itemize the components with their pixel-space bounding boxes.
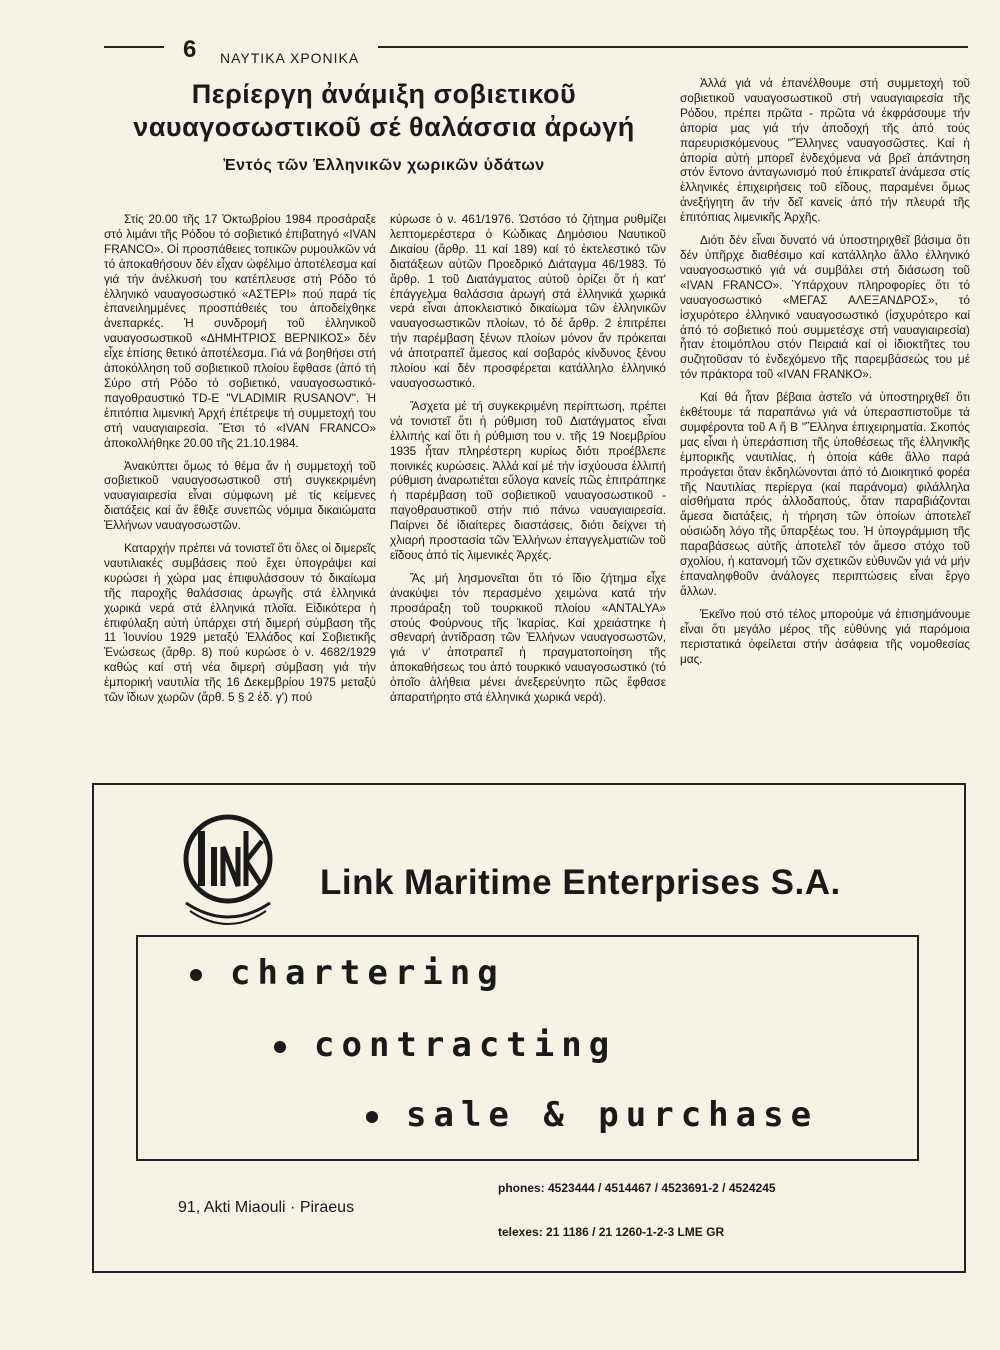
- company-telexes: telexes: 21 1186 / 21 1260-1-2-3 LME GR: [498, 1225, 725, 1239]
- bullet-icon: [274, 1041, 286, 1053]
- article-column-1: [104, 212, 376, 713]
- service-item: [190, 953, 505, 993]
- advertisement: [92, 783, 966, 1273]
- paragraph: Στίς 20.00 τῆς 17 Ὀκτωβρίου 1984 προσάραξε στό λιμάνι τῆς Ρόδου τό σοβιετικό ἐπιβατηγό «IVAN FRANCO». Οἱ προσπάθειες τοπικῶν ρυμουλκῶν νά τό ἀποκαθήσουν δέν εἶχαν ὠφέλιμο ἀποτέλεσμα καί γιά τήν ἀνέλκυσή του κατέπλευσε στή Ρόδο τό ἑλληνικό ναυαγοσωστικό «ΑΣΤΕΡΙ» πού παρά τίς ἐπανειλημμένες προσπάθειές του ἀποδείχθηκε ἀνεπαρκές. Ἡ συνδρομή τοῦ ἑλληνικοῦ ναυαγοσωστικοῦ «ΔΗΜΗΤΡΙΟΣ ΒΕΡΝΙΚΟΣ» δέν εἶχε ἐπίσης θετικό ἀποτέλεσμα. Γιά νά βοηθήσει στή ἀποκόλληση τοῦ σοβιετικοῦ πλοίου ἔφθασε (ἀπό τή Σύρο στή Ρόδο τό σοβιετικό, ναυαγοσωστικό- παγοθραυστικό TD-E "VLADIMIR RUSANOV". Ἡ ἐπιτόπια λιμενική Ἀρχή ἐπέτρεψε τή συμμετοχή του στή ναυαγιαιρεσία. Ἔτσι τό «IVAN FRANCO» ἀποκολλήθηκε 20.00 τῆς 21.10.1984.: [104, 212, 376, 450]
- service-label: contracting: [314, 1025, 617, 1065]
- bullet-icon: [366, 1111, 378, 1123]
- paragraph: Ἀλλά γιά νά ἐπανέλθουμε στή συμμετοχή τοῦ σοβιετικοῦ ναυαγοσωστικοῦ στή ναυαγιαιρεσία τῆς Ρόδου, πρέπει πρῶτα - πρῶτα νά ἐκφράσουμε τήν ἀπορία μας γιά τήν ἀποδοχή τῆς ἀπό τούς παρευρισκόμενους "Ἕλληνες ναυαγοσῶστες. Καί ἡ ἀπορία αὐτή μπορεῖ ἐνδεχόμενα νά βρεῖ ἀπάντηση στόν ἔντονο ἀνταγωνισμό πού ἐπικρατεῖ ἀνάμεσα στίς ἑλληνικές ἐπιχειρήσεις τοῦ εἴδους, παραμένει ὅμως ἀνεξήγητη ἄν τήν δεῖ κανείς ἀπό τήν πλευρά τῆς ἐπιτόπιας λιμενικῆς Ἀρχῆς.: [680, 76, 970, 225]
- paragraph: Ἐκεῖνο πού στό τέλος μπορούμε νά ἐπισημάνουμε εἶναι ὅτι μεγάλο μέρος τῆς εὐθύνης γιά παρόμοια περιστατικά ὀφείλεται στήν ἀσάφεια τῆς νομοθεσίας μας.: [680, 606, 970, 666]
- publication-name: ΝΑΥΤΙΚΑ ΧΡΟΝΙΚΑ: [220, 50, 360, 66]
- service-item: [366, 1095, 818, 1135]
- article-title-line2: ναυαγοσωστικοῦ σέ θαλάσσια ἀρωγή: [133, 112, 635, 142]
- company-logo-icon: [178, 811, 278, 941]
- paragraph: κύρωσε ὁ ν. 461/1976. Ὡστόσο τό ζήτημα ρυθμίζει λεπτομερέστερα ὁ Κώδικας Δημόσιου Ναυτικοῦ Δικαίου (ἄρθρ. 11 καί 189) καί τό ἐκτελεστικό τῶν διατάξεων αὐτῶν Προεδρικό Διάταγμα 46/1983. Τό ἄρθρ. 1 τοῦ Διατάγματος αὐτοῦ ὁρίζει ὅτ ἡ κατ' ἐπάγγελμα θαλάσσια ἀρωγή στά ἑλληνικά χωρικά νερά εἶναι ἀποκλειστικό δικαίωμα τῶν ἑλληνικῶν ναυαγοσωστικῶν πλοίων, τό δέ ἄρθρ. 2 ἐπιτρέπει τήν παρέμβαση ξένων πλοίων μόνον ἄν πρόκειται νά ἀποτραπεῖ ἄμεσος καί σοβαρός κίνδυνος ξένου πλοίου καί δέν προσφέρεται κατάλληλο ἑλληνικό ναυαγοσωστικό.: [390, 212, 666, 390]
- paragraph: Ἄς μή λησμονεῖται ὅτι τό ἴδιο ζήτημα εἶχε ἀνακύψει τόν περασμένο χειμώνα κατά τήν προσάραξη τοῦ τουρκικοῦ πλοίου «ANTALYA» στούς Φούρνους τῆς Ἰκαρίας. Καί χρειάστηκε ἡ σθεναρή ἀντίδραση τῶν Ἑλλήνων ναυαγοσωστῶν, γιά ν' ἀποτραπεῖ ἡ πραγματοποίηση τῆς ἀποκαθήσεως του ἀπό τουρκικό ναυαγοσωστικό (τό ὁποῖο ἀλήθεια μένει ἀνεξερεύνητο πῶς ἔφθασε ἀπαρατήρητο στά ἑλληνικά χωρικά νερά).: [390, 570, 666, 705]
- article-column-3: [680, 76, 970, 674]
- header-rule-right: [378, 46, 968, 48]
- article-title: [104, 78, 664, 144]
- page-number: 6: [183, 36, 197, 63]
- header-rule-left: [104, 46, 164, 48]
- company-phones: phones: 4523444 / 4514467 / 4523691-2 / 4524245: [498, 1181, 776, 1195]
- service-label: sale & purchase: [406, 1095, 819, 1135]
- services-box: [136, 935, 919, 1161]
- paragraph: Καί θά ἦταν βέβαια ἀστεῖο νά ὑποστηριχθεῖ ὅτι ἐκθέτουμε τά παραπάνω γιά νά ὑπερασπιστοῦμε τά συμφέροντα τοῦ Α ἤ Β "Ἕλληνα ἐπιχειρηματία. Σκοπός μας εἶναι ἡ ὑπεράσπιση τῆς ὑποθέσεως τῆς ἑλληνικῆς ἐμπορικῆς ναυτιλίας, ἡ ὁποία κάθε ἄλλο παρά προάγεται ὅταν ἐκδηλώνονται ἀπό τό Διοικητικό φορέα τῆς Ναυτιλίας περίεργα (καί παράνομα) φιλάλληλα αἰσθήματα πρός ἀλλοδαπούς, ὅταν παραβιάζονται ἄμεσα διατάξεις, ἡ τήρηση τῶν ὁποίων ἀποτελεῖ οὐσιώδη λόγο τῆς ὕπαρξέως του. Ἡ ὑπογράμμιση τῆς παραβάσεως αὐτῆς ἀποτελεῖ τόν ἄμεσο στόχο τοῦ σχολίου, ἡ κατανομή τῶν σχετικῶν εὐθυνῶν γιά νά μήν ἐπαναληφθοῦν ἀνάλογες περιπτώσεις εἶναι ἔργο ἄλλων.: [680, 390, 970, 598]
- paragraph: Διότι δέν εἶναι δυνατό νά ὑποστηριχθεῖ βάσιμα ὅτι δέν ὑπῆρχε διαθέσιμο καί κατάλληλο ἄλλο ἑλληνικό ναυαγοσωστικό γιά νά συμβάλει στή διάσωση τοῦ «IVAN FRANCO». Ὑπάρχουν πληροφορίες ὅτι τό ναυαγοσωστικό «ΜΕΓΑΣ ΑΛΕΞΑΝΔΡΟΣ», τό ἰσχυρότερο ἑλληνικό ναυαγοσωστικό (ἰσχυρότερο καί ἀπό τό σοβιετικό πού συμμετέσχε στή ναυαγιαιρεσία) ἦταν ἑτοιμόπλου στόν Πειραιά καί οἱ ἰδιοκτῆτες του συζητοῦσαν τό ἐνδεχόμενο τῆς παρεμβάσεώς του μέ τόν πράκτορα τοῦ «IVAN FRANKO».: [680, 233, 970, 382]
- article-subtitle: Ἐντός τῶν Ἑλληνικῶν χωρικῶν ὑδάτων: [223, 157, 545, 174]
- company-name: Link Maritime Enterprises S.A.: [320, 863, 841, 902]
- service-label: chartering: [230, 953, 505, 993]
- article-headline: [104, 78, 664, 176]
- paragraph: Ἀνακύπτει ὅμως τό θέμα ἄν ἡ συμμετοχή τοῦ σοβιετικοῦ ναυαγοσωστικοῦ στή συγκεκριμένη ναυαγιαιρεσία εἶναι σύμφωνη μέ τίς κείμενες διατάξεις καί ἄν ἔθιξε συνεπῶς νόμιμα δικαιώματα Ἑλλήνων ναυαγοσωστῶν.: [104, 458, 376, 533]
- article-column-2: [390, 212, 666, 713]
- bullet-icon: [190, 969, 202, 981]
- paragraph: Καταρχήν πρέπει νά τονιστεῖ ὅτι ὅλες οἱ διμερεῖς ναυτιλιακές συμβάσεις πού ἔχει ὑπογράψει καί κυρώσει ἡ χώρα μας ἐπιφυλάσσουν τό δικαίωμα τῆς παροχῆς θαλάσσιας ἀρωγῆς στά ἑλληνικά χωρικά νερά στά ἑλληνικά πλοῖα. Εἰδικότερα ἡ ἐπιφύλαξη αὐτή ὑπάρχει στή διμερή σύμβαση τῆς 11 Ἰουνίου 1929 μεταξύ Ἑλλάδος καί Σοβιετικῆς Ἑνώσεως (ἄρθρ. 8) πού κυρώσε ὁ ν. 4682/1929 καθώς καί στή νέα διμερή σύμβαση γιά τήν ἐμπορική ναυτιλία τῆς 16 Δεκεμβρίου 1975 μεταξύ τῶν ἴδιων χωρῶν (ἄρθ. 5 § 2 ἐδ. γ') πού: [104, 541, 376, 705]
- article-title-line1: Περίεργη ἀνάμιξη σοβιετικοῦ: [191, 79, 577, 109]
- service-item: [274, 1025, 616, 1065]
- company-address: 91, Akti Miaouli · Piraeus: [178, 1199, 355, 1216]
- paragraph: Ἄσχετα μέ τή συγκεκριμένη περίπτωση, πρέπει νά τονιστεῖ ὅτι ἡ ρύθμιση τοῦ Διατάγματος εἶναι ἐλλιπής καί ὅτι ἡ ρύθμιση του ν. τῆς 19 Νοεμβρίου 1935 ἦταν πληρέστερη κυρίως διότι προέβλεπε ποινικές κυρώσεις. Ἀλλά καί μέ τήν ἰσχύουσα ἐλλιπή ρύθμιση ἀναρωτιέται εὔλογα κανείς πῶς ἐπιτράπηκε ἡ παρέμβαση τοῦ σοβιετικοῦ ναυαγοσωστικοῦ - παγοθραυστικοῦ στήν πιό πάνω ναυαγιαιρεσία. Παίρνει δέ ἰδιαίτερες διαστάσεις, διότι δείχνει τή χλιαρή προστασία τῶν Ἑλλήνων ἐπαγγελματιῶν τοῦ εἴδους ἀπό τίς λιμενικές Ἀρχές.: [390, 398, 666, 562]
